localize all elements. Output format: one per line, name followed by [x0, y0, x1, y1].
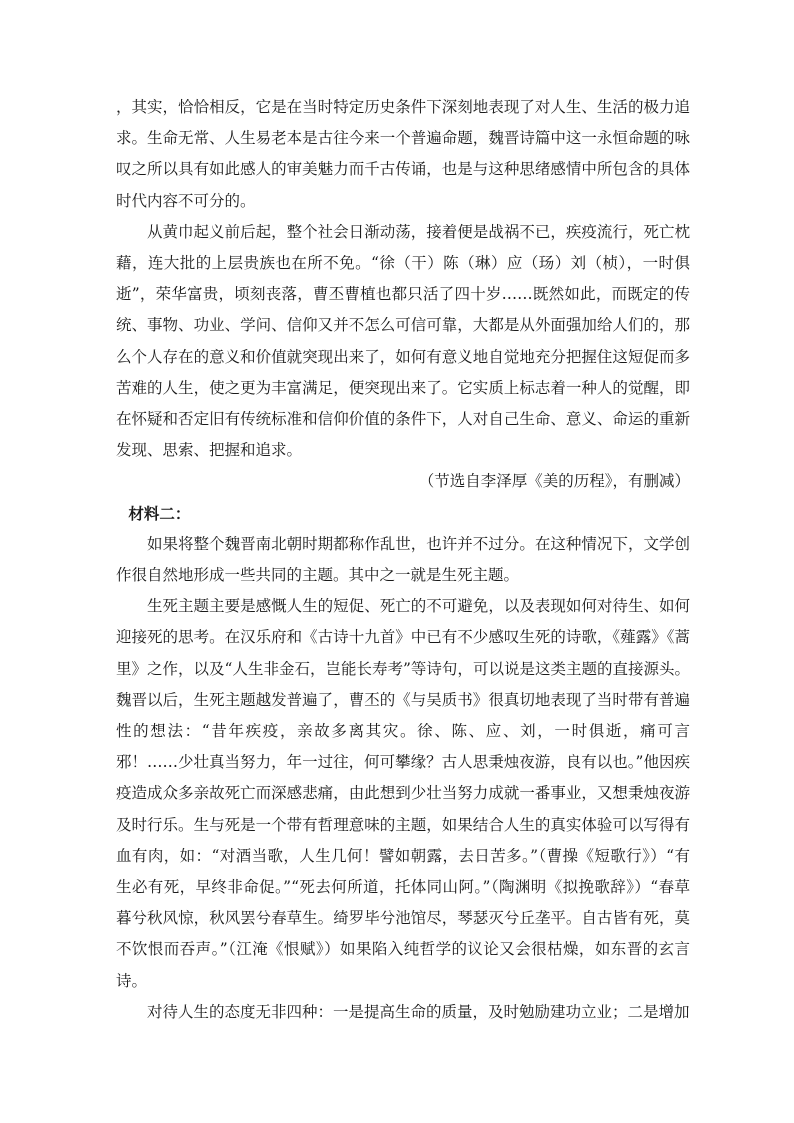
paragraph-life-attitudes: 对待人生的态度无非四种：一是提高生命的质量，及时勉励建功立业；二是增加 [147, 1002, 690, 1021]
paragraph-era-intro: 如果将整个魏晋南北朝时期都称作乱世，也许并不过分。在这种情况下，文学创作很自然地形成一些共同的主题。其中之一就是生死主题。 [116, 534, 690, 585]
section-heading-material-two: 材料二： [128, 503, 191, 523]
source-citation: （节选自李泽厚《美的历程》，有删减） [418, 472, 690, 491]
paragraph-continuation: ，其实，恰恰相反，它是在当时特定历史条件下深刻地表现了对人生、生活的极力追求。生命无常、人生易老本是古往今来一个普遍命题，魏晋诗篇中这一永恒命题的咏叹之所以具有如此感人的审美魅力而千古传诵，也是与这种思绪感情中所包含的具体时代内容不可分的。 [116, 98, 690, 210]
document-page [116, 92, 690, 1028]
paragraph-social-turmoil: 从黄巾起义前后起，整个社会日渐动荡，接着便是战祸不已，疾疫流行，死亡枕藉，连大批的上层贵族也在所不免。“徐（干）陈（琳）应（玚）刘（桢），一时俱逝”，荣华富贵，顷刻丧落，曹丕曹植也都只活了四十岁……既然如此，而既定的传统、事物、功业、学问、信仰又并不怎么可信可靠，大都是从外面强加给人们的，那么个人存在的意义和价值就突现出来了，如何有意义地自觉地充分把握住这短促而多苦难的人生，使之更为丰富满足，便突现出来了。它实质上标志着一种人的觉醒，即在怀疑和否定旧有传统标准和信仰价值的条件下，人对自己生命、意义、命运的重新发现、思索、把握和追求。 [116, 222, 690, 460]
paragraph-life-death-theme: 生死主题主要是感慨人生的短促、死亡的不可避免，以及表现如何对待生、如何迎接死的思考。在汉乐府和《古诗十九首》中已有不少感叹生死的诗歌，《薤露》《蒿里》之作，以及“人生非金石，岂能长寿考”等诗句，可以说是这类主题的直接源头。魏晋以后，生死主题越发普遍了，曹丕的《与吴质书》很真切地表现了当时带有普遍性的想法：“昔年疾疫，亲故多离其灾。徐、陈、应、刘，一时俱逝，痛可言邪！……少壮真当努力，年一过往，何可攀缘？古人思秉烛夜游，良有以也。”他因疾疫造成众多亲故死亡而深感悲痛，由此想到少壮当努力成就一番事业，又想秉烛夜游及时行乐。生与死是一个带有哲理意味的主题，如果结合人生的真实体验可以写得有血有肉，如：“对酒当歌，人生几何！譬如朝露，去日苦多。”（曹操《短歌行》）“有生必有死，早终非命促。”“死去何所道，托体同山阿。”（陶渊明《拟挽歌辞》）“春草暮兮秋风惊，秋风罢兮春草生。绮罗毕兮池馆尽，琴瑟灭兮丘垄平。自古皆有死，莫不饮恨而吞声。”（江淹《恨赋》）如果陷入纯哲学的议论又会很枯燥，如东晋的玄言诗。 [116, 597, 690, 990]
